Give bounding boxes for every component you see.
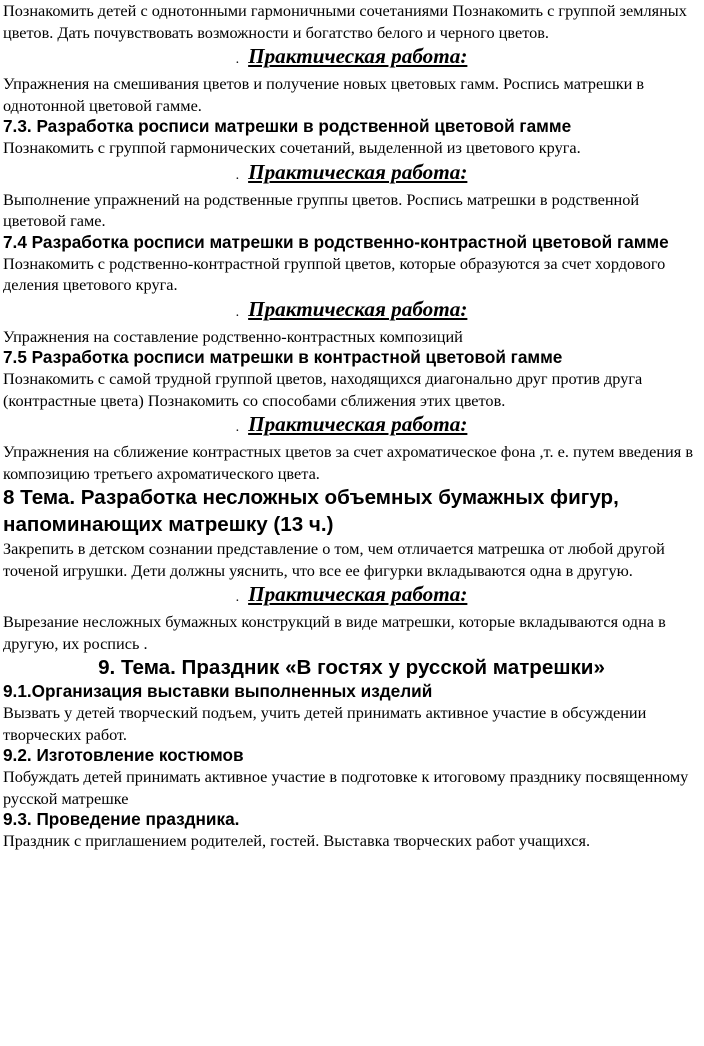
section-heading: 9.2. Изготовление костюмов: [3, 745, 244, 765]
paragraph: Закрепить в детском сознании представление о том, чем отличается матрешка от любой другой точеной игрушки. Дети должны уяснить, что все ее фигурки вкладываются одна в другую.: [3, 539, 665, 580]
paragraph: Праздник с приглашением родителей, гостей. Выставка творческих работ учащихся.: [3, 831, 591, 850]
paragraph: Познакомить с самой трудной группой цветов, находящихся диагонально друг против друга (контрастные цвета) Познакомить со способами сближения этих цветов.: [3, 369, 643, 410]
topic-heading: 9. Тема. Праздник «В гостях у русской матрешки»: [98, 656, 605, 679]
paragraph: Познакомить детей с однотонными гармоничными сочетаниями Познакомить с группой земляных цветов. Дать почувствовать возможности и богатство белого и черного цветов.: [3, 1, 687, 42]
practical-work-heading: [3, 43, 700, 73]
section-heading: 9.1.Организация выставки выполненных изделий: [3, 681, 433, 701]
paragraph: Вырезание несложных бумажных конструкций в виде матрешки, которые вкладываются одна в другую, их роспись .: [3, 612, 666, 653]
bullet-dot: .: [235, 420, 240, 435]
practical-work-heading: [3, 411, 700, 441]
practical-work-heading: [3, 581, 700, 611]
section-heading: 7.4 Разработка росписи матрешки в родственно-контрастной цветовой гамме: [3, 231, 669, 252]
practical-work-title: Практическая работа:: [248, 44, 468, 68]
practical-work-title: Практическая работа:: [248, 296, 468, 321]
paragraph: Познакомить с родственно-контрастной группой цветов, которые образуются за счет хордового деления цветового круга.: [3, 253, 666, 294]
practical-work-heading: [3, 159, 700, 189]
practical-work-heading: [3, 296, 700, 326]
topic-heading: 8 Тема. Разработка несложных объемных бумажных фигур, напоминающих матрешку (13 ч.): [3, 486, 619, 536]
bullet-dot: .: [235, 167, 240, 183]
bullet-dot: .: [235, 304, 240, 320]
practical-work-title: Практическая работа:: [248, 159, 468, 184]
practical-work-title: Практическая работа:: [248, 582, 468, 606]
bullet-dot: .: [235, 52, 240, 67]
paragraph: Выполнение упражнений на родственные группы цветов. Роспись матрешки в родственной цветовой гаме.: [3, 189, 640, 230]
paragraph: Упражнения на сближение контрастных цветов за счет ахроматическое фона ,т. е. путем введения в композицию третьего ахроматического цвета.: [3, 442, 694, 483]
practical-work-title: Практическая работа:: [248, 412, 468, 436]
section-heading: 9.3. Проведение праздника.: [3, 809, 240, 829]
paragraph: Вызвать у детей творческий подъем, учить детей принимать активное участие в обсуждении творческих работ.: [3, 703, 647, 744]
paragraph: Упражнения на составление родственно-контрастных композиций: [3, 326, 463, 346]
paragraph: Познакомить с группой гармонических сочетаний, выделенной из цветового круга.: [3, 138, 581, 157]
paragraph: Упражнения на смешивания цветов и получение новых цветовых гамм. Роспись матрешки в однотонной цветовой гамме.: [3, 74, 645, 115]
section-heading: 7.3. Разработка росписи матрешки в родственной цветовой гамме: [3, 116, 572, 136]
section-heading: 7.5 Разработка росписи матрешки в контрастной цветовой гамме: [3, 347, 563, 367]
bullet-dot: .: [235, 590, 240, 605]
paragraph: Побуждать детей принимать активное участие в подготовке к итоговому празднику посвященному русской матрешке: [3, 767, 689, 808]
